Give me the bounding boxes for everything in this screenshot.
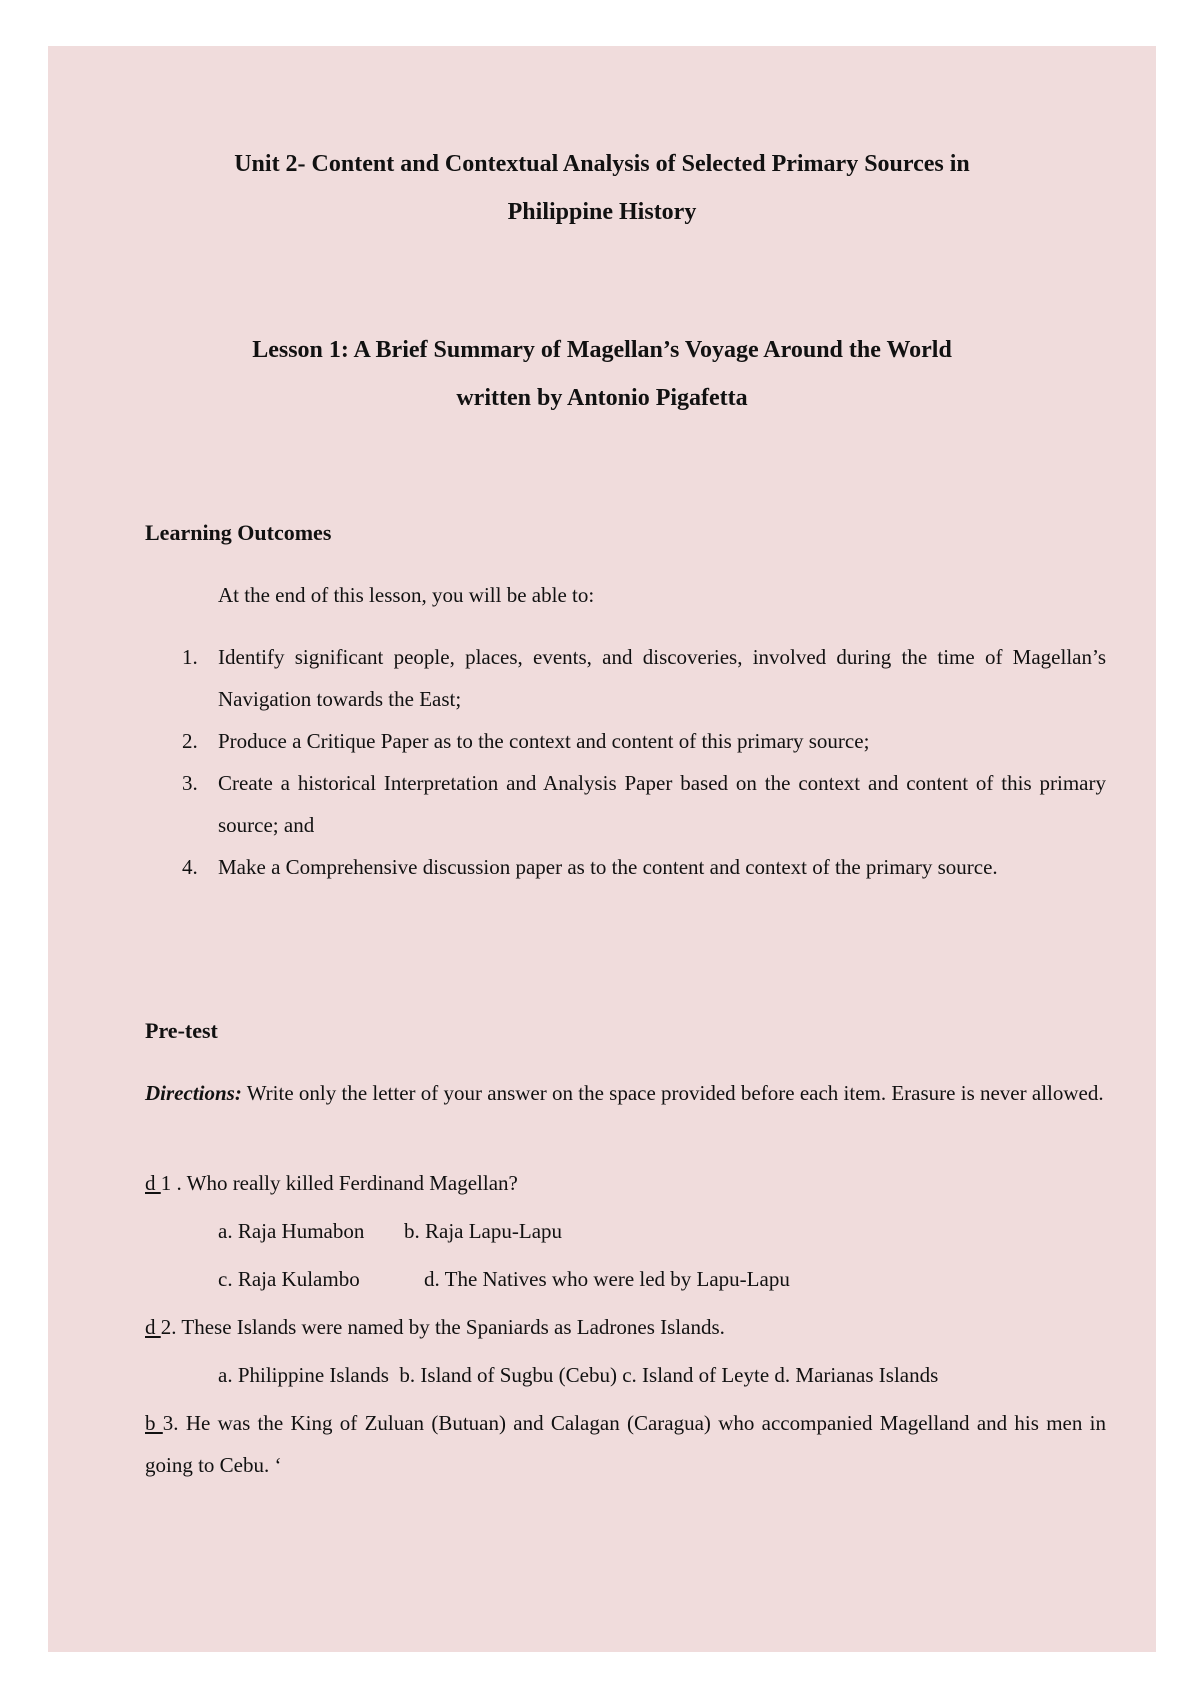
- question-1-choice-a: a. Raja Humabon: [218, 1219, 365, 1243]
- lesson-title: [48, 326, 1156, 422]
- unit-title-line1: Unit 2- Content and Contextual Analysis of Selected Primary Sources in: [234, 151, 970, 177]
- document-page: [48, 46, 1156, 1652]
- list-item-text: Identify significant people, places, events, and discoveries, involved during the time of Magellan’s Navigation towards the East;: [218, 645, 1106, 711]
- answer-blank-3: b: [145, 1411, 163, 1435]
- question-1-choice-d: d. The Natives who were led by Lapu-Lapu: [424, 1267, 790, 1291]
- directions-text: Write only the letter of your answer on the space provided before each item. Erasure is never allowed.: [241, 1081, 1104, 1105]
- list-item-text: Make a Comprehensive discussion paper as to the content and context of the primary source.: [218, 855, 998, 879]
- question-2: [145, 1306, 725, 1348]
- list-item: [182, 636, 1106, 720]
- question-1: [145, 1162, 518, 1204]
- unit-title-line2: Philippine History: [507, 199, 697, 225]
- learning-outcomes-heading: Learning Outcomes: [145, 520, 332, 545]
- pretest-directions: [145, 1072, 1106, 1114]
- list-item-number: 3.: [182, 771, 198, 795]
- list-item: [182, 720, 1106, 762]
- question-3: [145, 1402, 1106, 1486]
- answer-blank-2: d: [145, 1315, 161, 1339]
- lesson-title-line2: written by Antonio Pigafetta: [456, 385, 748, 411]
- list-item: [182, 846, 1106, 888]
- list-item-number: 2.: [182, 729, 198, 753]
- question-2-choices: a. Philippine Islands b. Island of Sugbu (Cebu) c. Island of Leyte d. Marianas Islands: [218, 1363, 939, 1387]
- question-1-text: 1 . Who really killed Ferdinand Magellan?: [160, 1171, 518, 1195]
- learning-outcomes-intro: At the end of this lesson, you will be able to:: [218, 583, 595, 607]
- question-1-choice-c: c. Raja Kulambo: [218, 1267, 360, 1291]
- question-1-choice-b: b. Raja Lapu-Lapu: [404, 1219, 563, 1243]
- answer-blank-1: d: [145, 1171, 161, 1195]
- list-item: [182, 762, 1106, 846]
- list-item-number: 1.: [182, 645, 198, 669]
- list-item-text: Produce a Critique Paper as to the context and content of this primary source;: [218, 729, 870, 753]
- list-item-text: Create a historical Interpretation and Analysis Paper based on the context and content of this primary source; and: [218, 771, 1106, 837]
- unit-title: [48, 140, 1156, 236]
- lesson-title-line1: Lesson 1: A Brief Summary of Magellan’s Voyage Around the World: [252, 337, 952, 363]
- question-2-text: 2. These Islands were named by the Spaniards as Ladrones Islands.: [160, 1315, 725, 1339]
- list-item-number: 4.: [182, 855, 198, 879]
- pretest-heading: Pre-test: [145, 1018, 218, 1043]
- question-3-text: 3. He was the King of Zuluan (Butuan) and Calagan (Caragua) who accompanied Magelland and his men in going to Cebu. ‘: [145, 1411, 1107, 1477]
- directions-label: Directions:: [145, 1081, 242, 1105]
